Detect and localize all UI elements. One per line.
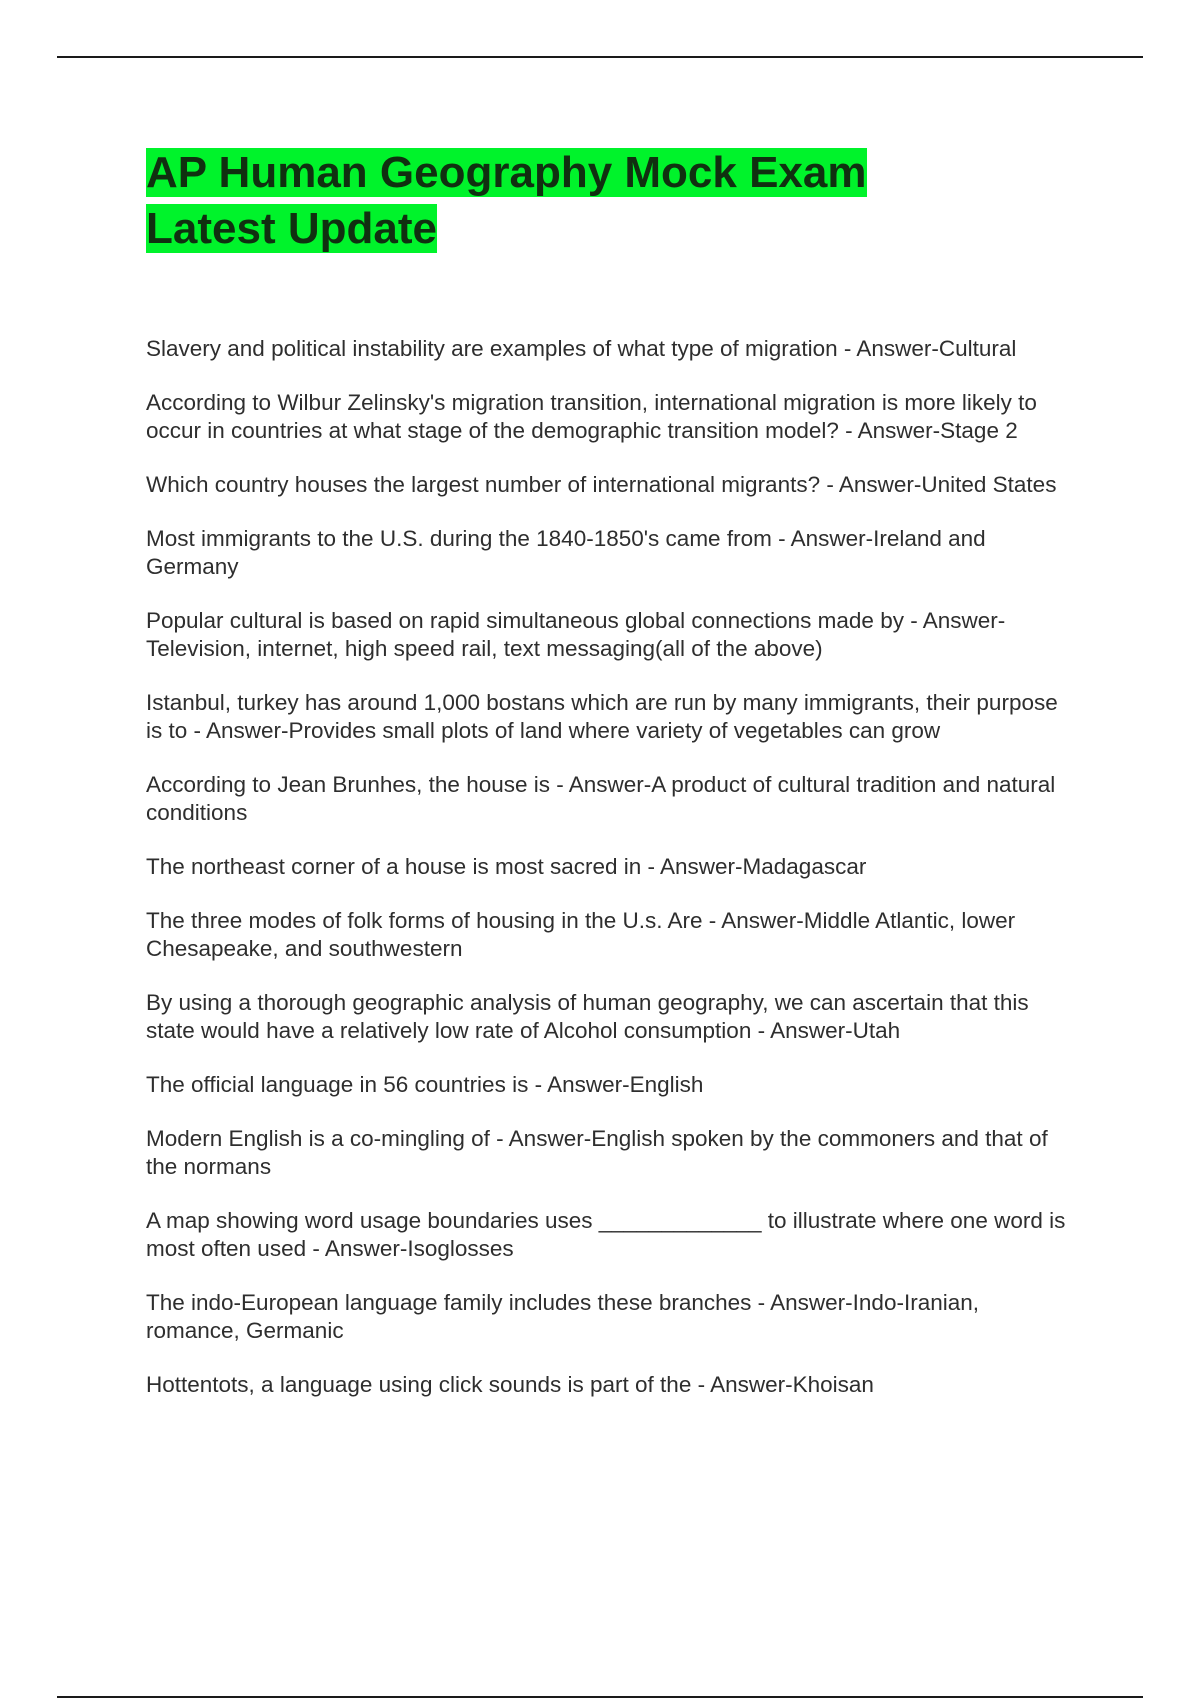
qa-item: By using a thorough geographic analysis of human geography, we can ascertain that this state would have a relatively low rate of Alcohol consumption - Answer-Utah — [146, 990, 1029, 1043]
qa-item: The northeast corner of a house is most sacred in - Answer-Madagascar — [146, 854, 867, 879]
qa-item: Hottentots, a language using click sounds is part of the - Answer-Khoisan — [146, 1372, 874, 1397]
qa-item: A map showing word usage boundaries uses _____________ to illustrate where one word is most often used - Answer-Isoglosses — [146, 1208, 1066, 1261]
qa-item: The indo-European language family includes these branches - Answer-Indo-Iranian, romance, Germanic — [146, 1290, 979, 1343]
qa-item: Istanbul, turkey has around 1,000 bostans which are run by many immigrants, their purpose is to - Answer-Provides small plots of land where variety of vegetables can grow — [146, 690, 1058, 743]
qa-item: Popular cultural is based on rapid simultaneous global connections made by - Answer-Television, internet, high speed rail, text messaging(all of the above) — [146, 608, 1006, 661]
qa-item: According to Jean Brunhes, the house is - Answer-A product of cultural tradition and natural conditions — [146, 772, 1056, 825]
qa-item: Slavery and political instability are examples of what type of migration - Answer-Cultural — [146, 336, 1017, 361]
qa-item: Most immigrants to the U.S. during the 1840-1850's came from - Answer-Ireland and Germany — [146, 526, 986, 579]
qa-item: Which country houses the largest number of international migrants? - Answer-United States — [146, 472, 1057, 497]
bottom-rule — [57, 1696, 1143, 1698]
top-rule — [57, 56, 1143, 58]
document-title — [146, 145, 1066, 257]
title-line-2: Latest Update — [146, 204, 437, 253]
qa-item: The official language in 56 countries is - Answer-English — [146, 1072, 704, 1097]
document-body — [146, 145, 1066, 1425]
qa-item: Modern English is a co-mingling of - Answer-English spoken by the commoners and that of the normans — [146, 1126, 1048, 1179]
title-line-1: AP Human Geography Mock Exam — [146, 148, 867, 197]
qa-item: According to Wilbur Zelinsky's migration transition, international migration is more likely to occur in countries at what stage of the demographic transition model? - Answer-Stage 2 — [146, 390, 1037, 443]
qa-item: The three modes of folk forms of housing in the U.s. Are - Answer-Middle Atlantic, lower Chesapeake, and southwestern — [146, 908, 1016, 961]
